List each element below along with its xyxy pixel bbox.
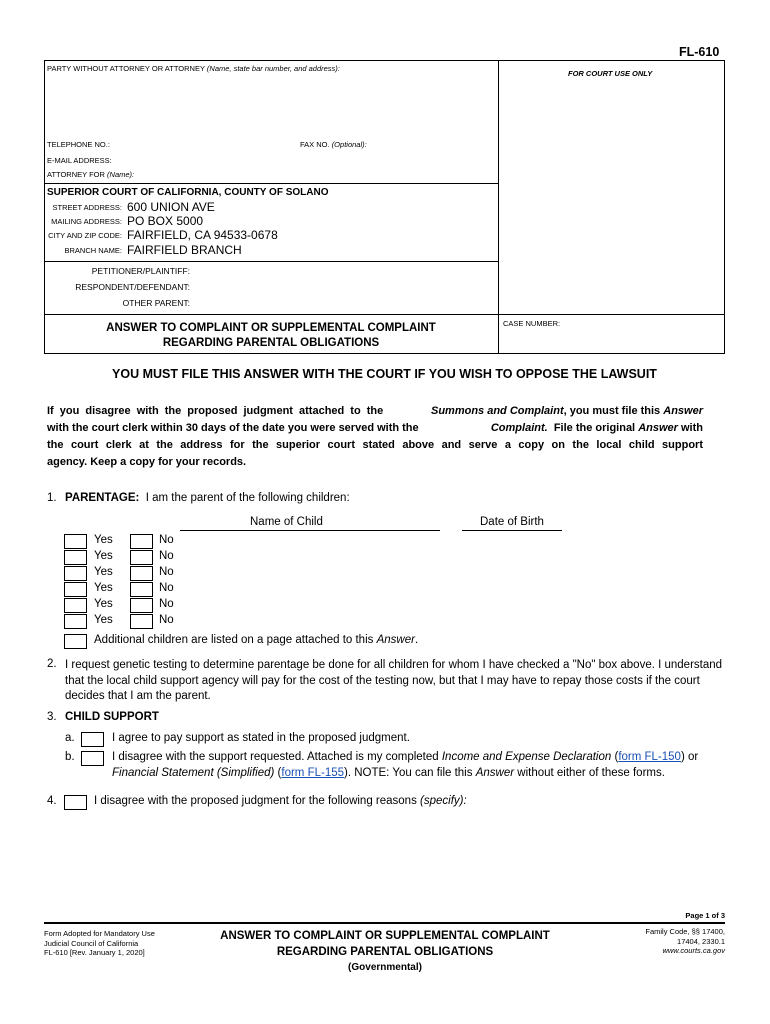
item3-title: CHILD SUPPORT	[65, 711, 159, 723]
caption-column-divider	[498, 60, 499, 354]
agree-support-checkbox[interactable]	[81, 732, 104, 747]
additional-children-checkbox[interactable]	[64, 634, 87, 649]
divider-title	[44, 314, 725, 315]
no-label: No	[159, 534, 174, 546]
yes-checkbox[interactable]	[64, 550, 87, 565]
disagree-judgment-checkbox[interactable]	[64, 795, 87, 810]
instructions: If you disagree with the proposed judgment attached to the Summons and Complaint, you must file this Answer with the court clerk within 30 days of the date you were served with the Complaint. File the original Answer with the court clerk at the address for the superior court stated above and serve a copy on the local child support agency. Keep a copy for your records.	[47, 405, 703, 468]
mailing-value[interactable]: PO BOX 5000	[127, 214, 204, 228]
branch-value[interactable]: FAIRFIELD BRANCH	[127, 243, 242, 257]
petitioner-label: PETITIONER/PLAINTIFF:	[91, 266, 190, 276]
warning-heading: YOU MUST FILE THIS ANSWER WITH THE COURT IF YOU WISH TO OPPOSE THE LAWSUIT	[112, 367, 657, 381]
disagree-support-checkbox[interactable]	[81, 751, 104, 766]
no-label: No	[159, 614, 174, 626]
item2-text: I request genetic testing to determine parentage be done for all children for whom I have checked a "No" box above. I understand that the local child support agency will pay for the cost of the testing now, but that I may have to repay those costs if the court decides that I am the parent.	[65, 659, 723, 702]
caption-bottom-border	[44, 353, 725, 354]
court-heading: SUPERIOR COURT OF CALIFORNIA, COUNTY OF SOLANO	[47, 187, 329, 198]
item3b-text: I disagree with the support requested. Attached is my completed Income and Expense Declaration (form FL-150) or Financial Statement (Simplified) (form FL-155). NOTE: You can file this Answer without either of these forms.	[112, 751, 699, 779]
item3-number: 3.	[47, 711, 57, 723]
page-number: Page 1 of 3	[685, 911, 725, 920]
footer-left: Form Adopted for Mandatory Use Judicial Council of California FL-610 [Rev. January 1, 2020]	[44, 929, 155, 957]
attorney-for-label: ATTORNEY FOR (Name):	[47, 170, 135, 179]
respondent-label: RESPONDENT/DEFENDANT:	[75, 282, 190, 292]
footer-right: Family Code, §§ 17400, 17404, 2330.1 www.courts.ca.gov	[645, 927, 725, 955]
caption-top-border	[44, 60, 725, 61]
no-checkbox[interactable]	[130, 582, 153, 597]
item2-number: 2.	[47, 658, 57, 670]
form-id: FL-610	[679, 45, 720, 59]
no-label: No	[159, 566, 174, 578]
footer-rule	[44, 922, 725, 924]
no-checkbox[interactable]	[130, 566, 153, 581]
party-label: PARTY WITHOUT ATTORNEY OR ATTORNEY (Name, state bar number, and address):	[47, 64, 340, 73]
yes-label: Yes	[94, 534, 113, 546]
form-fl150-link[interactable]: form FL-150	[618, 751, 681, 763]
mailing-label: MAILING ADDRESS:	[51, 217, 122, 226]
col-name-of-child: Name of Child	[250, 516, 323, 528]
yes-checkbox[interactable]	[64, 598, 87, 613]
no-label: No	[159, 582, 174, 594]
footer-title: ANSWER TO COMPLAINT OR SUPPLEMENTAL COMPLAINT REGARDING PARENTAL OBLIGATIONS (Governmental)	[220, 930, 550, 973]
city-label: CITY AND ZIP CODE:	[48, 231, 122, 240]
col-dob-underline	[462, 530, 562, 531]
yes-label: Yes	[94, 566, 113, 578]
yes-label: Yes	[94, 582, 113, 594]
item3b-label: b.	[65, 751, 75, 763]
street-label: STREET ADDRESS:	[52, 203, 122, 212]
no-checkbox[interactable]	[130, 598, 153, 613]
form-fl155-link[interactable]: form FL-155	[281, 767, 345, 779]
additional-children-label: Additional children are listed on a page attached to this Answer.	[94, 634, 419, 646]
col-name-underline	[180, 530, 440, 531]
item1-text: PARENTAGE: I am the parent of the following children:	[65, 492, 350, 504]
fax-label: FAX NO. (Optional):	[300, 140, 367, 149]
item3a-label: a.	[65, 732, 75, 744]
no-label: No	[159, 550, 174, 562]
yes-checkbox[interactable]	[64, 534, 87, 549]
item4-text: I disagree with the proposed judgment for the following reasons (specify):	[94, 795, 467, 807]
telephone-label: TELEPHONE NO.:	[47, 140, 110, 149]
other-parent-label: OTHER PARENT:	[122, 298, 190, 308]
yes-label: Yes	[94, 614, 113, 626]
item4-number: 4.	[47, 795, 57, 807]
caption-title: ANSWER TO COMPLAINT OR SUPPLEMENTAL COMPLAINT REGARDING PARENTAL OBLIGATIONS	[106, 322, 436, 349]
street-value[interactable]: 600 UNION AVE	[127, 200, 215, 214]
no-checkbox[interactable]	[130, 550, 153, 565]
yes-label: Yes	[94, 550, 113, 562]
court-use-label: FOR COURT USE ONLY	[568, 69, 653, 78]
email-label: E-MAIL ADDRESS:	[47, 156, 112, 165]
item3a-text: I agree to pay support as stated in the proposed judgment.	[112, 732, 410, 744]
branch-label: BRANCH NAME:	[64, 246, 122, 255]
yes-checkbox[interactable]	[64, 582, 87, 597]
city-value[interactable]: FAIRFIELD, CA 94533-0678	[127, 228, 278, 242]
divider-parties	[44, 261, 499, 262]
no-label: No	[159, 598, 174, 610]
no-checkbox[interactable]	[130, 614, 153, 629]
yes-checkbox[interactable]	[64, 566, 87, 581]
case-number-label: CASE NUMBER:	[503, 319, 561, 328]
caption-right-border	[724, 60, 725, 354]
yes-checkbox[interactable]	[64, 614, 87, 629]
no-checkbox[interactable]	[130, 534, 153, 549]
yes-label: Yes	[94, 598, 113, 610]
divider-court	[44, 183, 499, 184]
col-date-of-birth: Date of Birth	[480, 516, 544, 528]
item1-number: 1.	[47, 492, 57, 504]
